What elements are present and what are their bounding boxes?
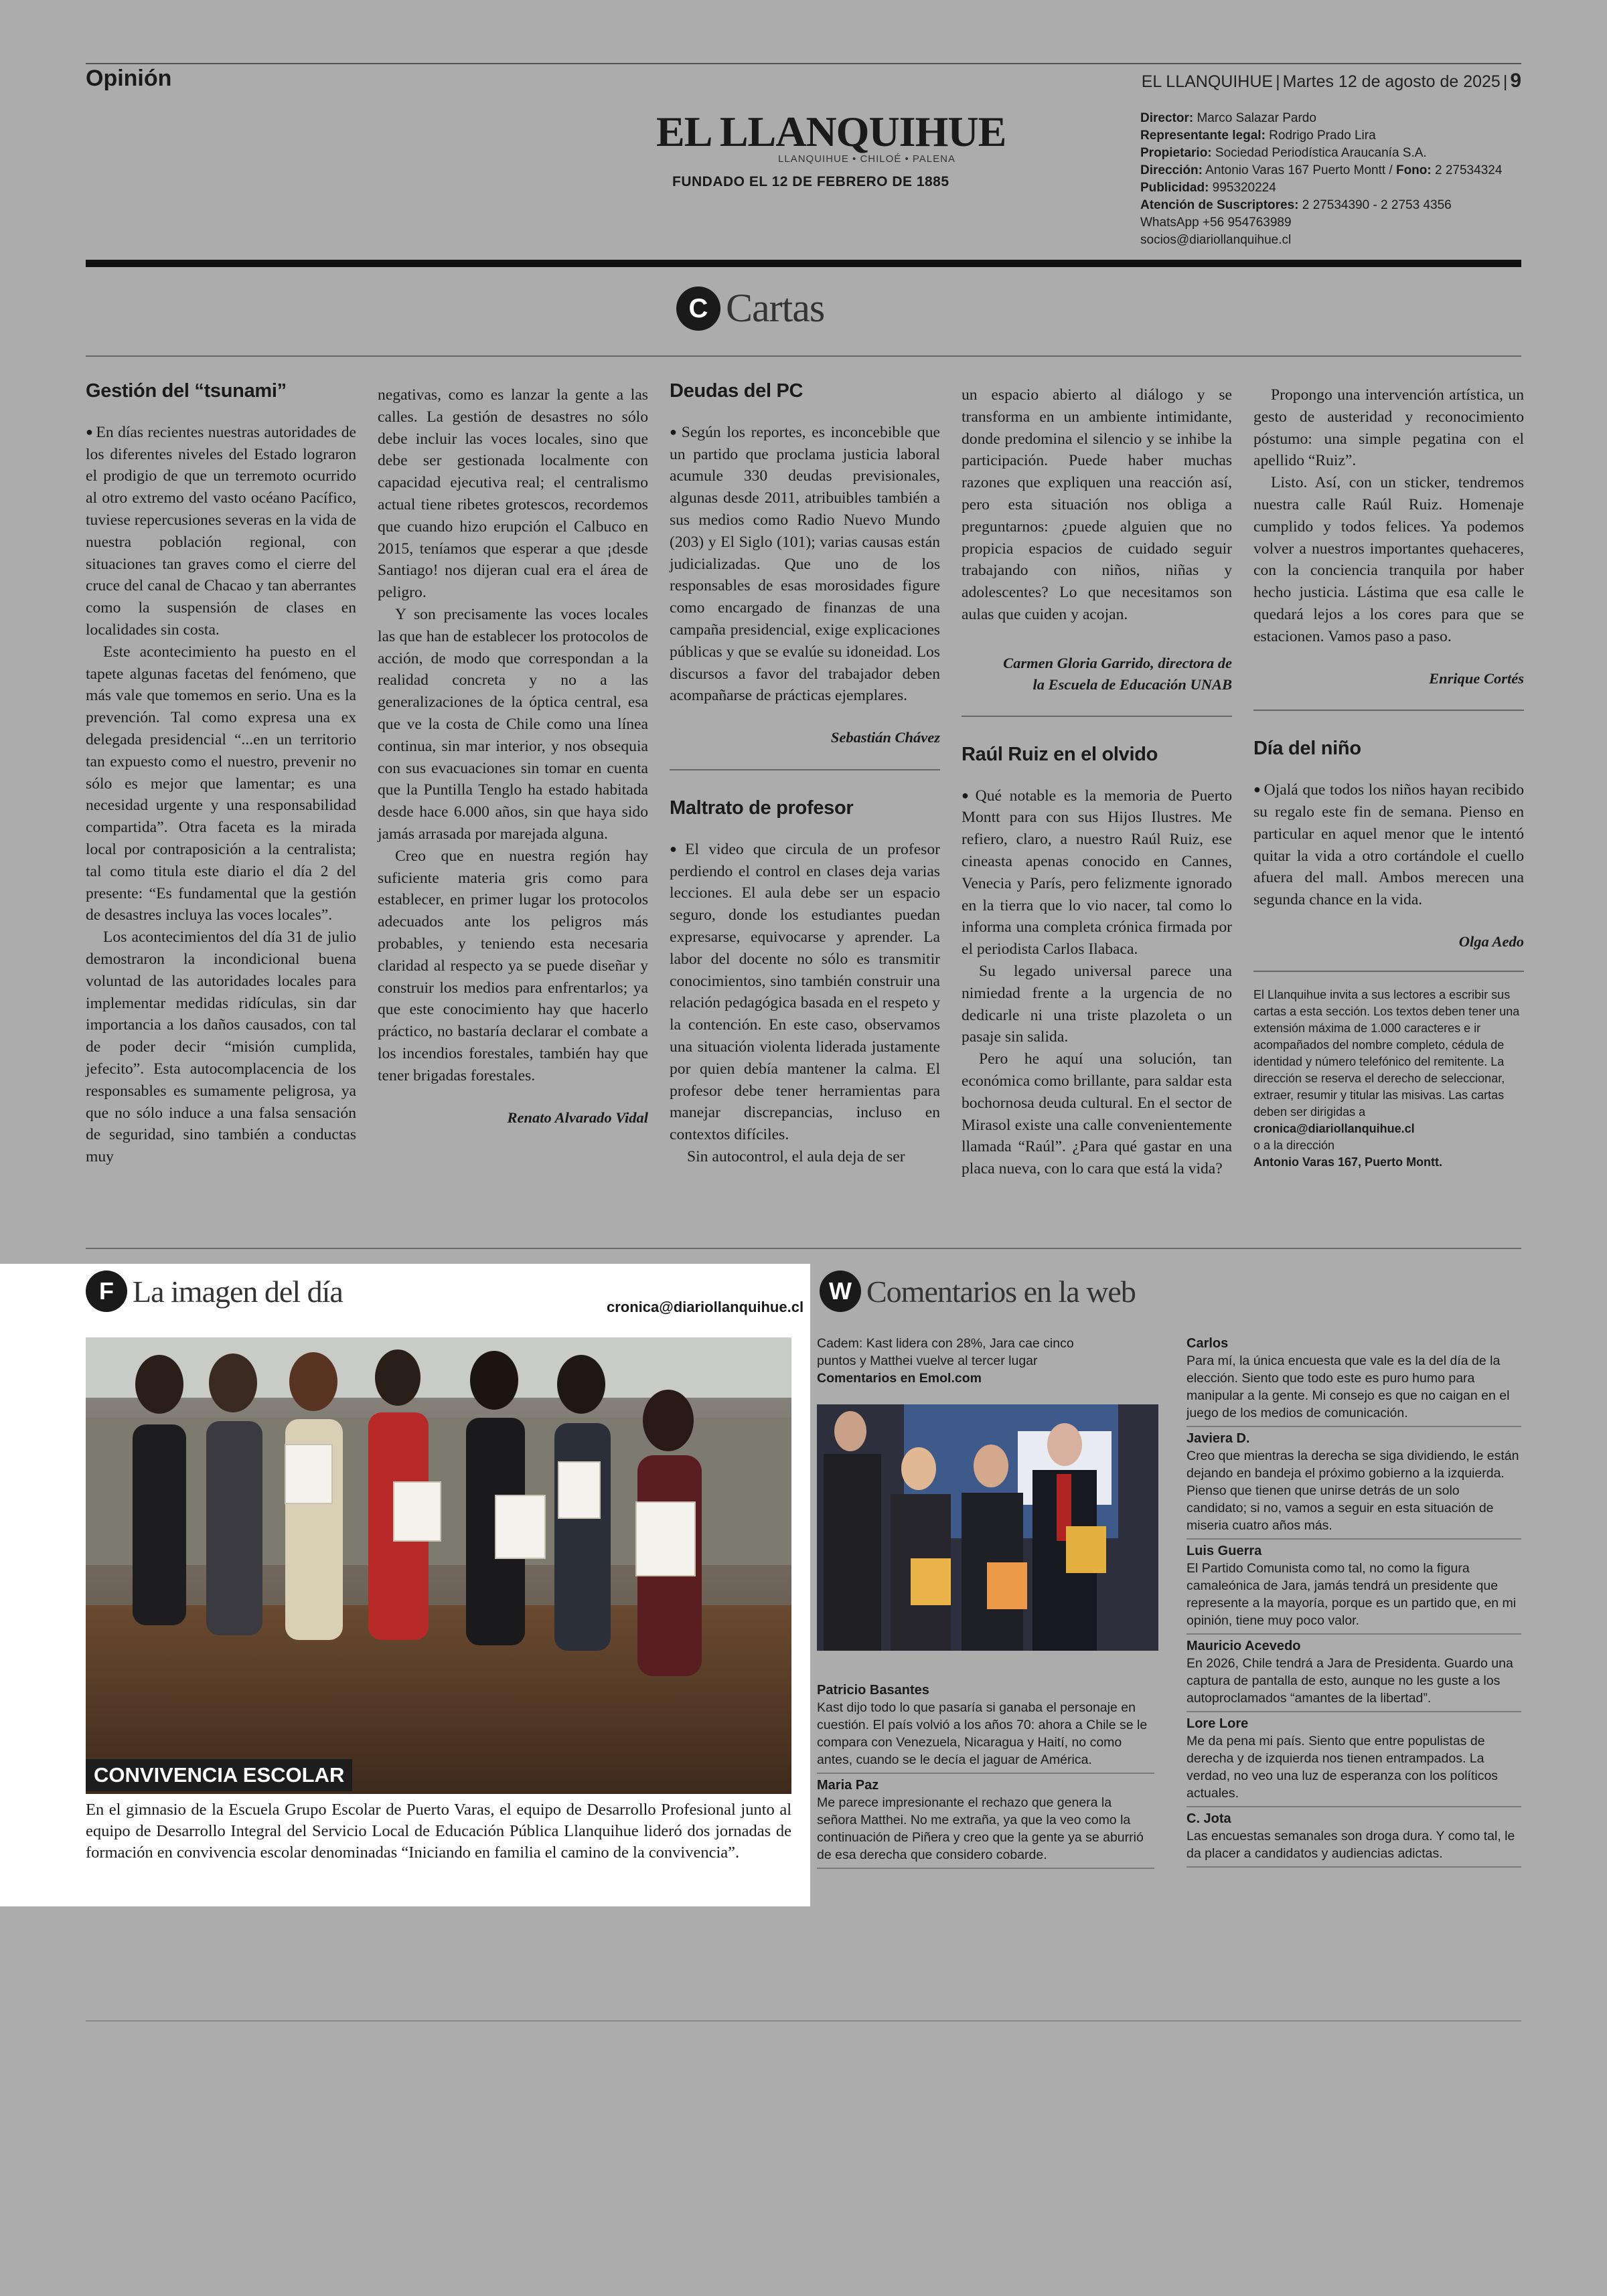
letter-signature: Renato Alvarado Vidal (507, 1109, 648, 1126)
comentarios-title: Comentarios en la web (866, 1274, 1136, 1309)
header-date-line: EL LLANQUIHUE | Martes 12 de agosto de 2025 | 9 (1141, 70, 1521, 92)
letter-paragraph: Listo. Así, con un sticker, tendremos nuestra calle Raúl Ruiz. Homenaje cumplido y todos felices. Ya podemos volver a nuestros importantes quehaceres, con la conciencia tranquila por haber hecho justicia. Lástima que esa calle le quedará lejos a los cores para que se estacionen. Vamos paso a paso. (1253, 474, 1524, 645)
letters-invitation: El Llanquihue invita a sus lectores a escribir sus cartas a esta sección. Los textos deben tener una extensión máxima de 1.000 caracteres e ir acompañados del nombre completo, cédula de identidad y número telefónico del remitente. La dirección se reserva el derecho de seleccionar, extraer, resumir y titular las misivas. Las cartas deben ser dirigidas a cronica@diariollanquihue.cl o a la dirección Antonio Varas 167, Puerto Montt. (1253, 987, 1524, 1171)
group-photo-illustration (86, 1337, 791, 1794)
cartas-letter-icon: C (676, 286, 720, 331)
letter-signature: Olga Aedo (1458, 932, 1524, 950)
staff-box (1140, 110, 1542, 249)
comment-author: Maria Paz (817, 1778, 879, 1793)
staff-line: Dirección: Antonio Varas 167 Puerto Montt / Fono: 2 27534324 (1140, 163, 1503, 177)
cartas-title: Cartas (726, 286, 825, 330)
comment-author: Patricio Basantes (817, 1683, 929, 1698)
letter-title: Raúl Ruiz en el olvido (962, 743, 1158, 765)
letter-divider (1253, 710, 1524, 711)
letter-paragraph: Propongo una intervención artística, un gesto de austeridad y reconocimiento póstumo: una simple pegatina con el apellido “Ruiz”. (1253, 386, 1524, 470)
staff-line: WhatsApp +56 954763989 (1140, 216, 1292, 230)
comment-divider (1187, 1711, 1521, 1712)
staff-line: Representante legal: Rodrigo Prado Lira (1140, 129, 1376, 143)
letter-title: Maltrato de profesor (670, 797, 854, 819)
letter-paragraph: Creo que en nuestra región hay suficiente materia gris como para establecer, en primer lugar los protocolos adecuados ante los peligros más probables, y teniendo esta necesaria claridad al respecto ya se puede diseñar y construir los medios para enfrentarlos; ya que este conocimiento hay que hacerlo práctico, no bastaría declarar el combate a los incendios forestales, también hay que tener brigadas forestales. (378, 847, 648, 1084)
staff-line: socios@diariollanquihue.cl (1140, 233, 1292, 247)
imagen-email[interactable]: cronica@diariollanquihue.cl (607, 1299, 804, 1315)
masthead-thick-rule (86, 260, 1521, 267)
comment-item (1187, 1810, 1521, 1862)
comment-author: Lore Lore (1187, 1716, 1249, 1731)
staff-line: Atención de Suscriptores: 2 27534390 - 2 2753 4356 (1140, 198, 1452, 212)
comentarios-headline-block (817, 1335, 1098, 1387)
comentarios-section-header (820, 1270, 1136, 1312)
cartas-bottom-rule (86, 1248, 1521, 1249)
letter-title: Deudas del PC (670, 380, 804, 402)
comment-text: El Partido Comunista como tal, no como la figura camaleónica de Jara, jamás tendrá un presidente que represente a la mayoría, porque es un partido que, en mi opinión, tiene muy poco valor. (1187, 1561, 1517, 1628)
press-photo-illustration (817, 1404, 1158, 1651)
imagen-title: La imagen del día (133, 1274, 343, 1309)
comment-item (1187, 1542, 1521, 1629)
letter-paragraph: ● Ojalá que todos los niños hayan recibido su regalo este fin de semana. Pienso en particular en aquel menor que le intentó quitar la vida a otro cortándole el cuello afuera del mall. Ambos merecen una segunda chance en la vida. (1253, 781, 1524, 909)
comment-text: En 2026, Chile tendrá a Jara de Presidenta. Guardo una captura de pantalla de esto, aunque no les guste a los autoproclamados “amantes de la libertad”. (1187, 1656, 1513, 1706)
page-number: 9 (1510, 70, 1521, 92)
letter-signature: Sebastián Chávez (830, 729, 940, 746)
letter-signature: Enrique Cortés (1429, 669, 1524, 687)
comment-text: Creo que mientras la derecha se siga dividiendo, le están dejando en bandeja el próximo gobierno a la izquierda. Pienso que tienen que unirse detrás de un solo candidato; si no, vamos a seguir en esta situación de miseria cuatro años más. (1187, 1449, 1519, 1533)
letter-paragraph: Su legado universal parece una nimiedad frente a la urgencia de no dedicarle ni una triste plazoleta o un pasaje sin salida. (962, 962, 1232, 1046)
top-thin-rule (86, 63, 1521, 64)
letter-divider (962, 716, 1232, 717)
comment-text: Las encuestas semanales son droga dura. Y como tal, le da placer a candidatos y audiencias adictas. (1187, 1829, 1515, 1861)
comment-divider (1187, 1806, 1521, 1807)
comentarios-headline[interactable]: Cadem: Kast lidera con 28%, Jara cae cinco puntos y Matthei vuelve al tercer lugar (817, 1336, 1074, 1368)
page-bottom-rule (86, 2020, 1521, 2022)
comment-divider (1187, 1633, 1521, 1635)
letter-title: Día del niño (1253, 738, 1361, 760)
letter-column-5 (1253, 384, 1524, 1171)
letter-paragraph: negativas, como es lanzar la gente a las calles. La gestión de desastres no sólo debe incluir las voces locales, sino que debe ser gestionada localmente con capacidad ejecutiva real; el centralismo actual tiene ribetes grotescos, recordemos que cuando hizo erupción el Calbuco en 2015, teníamos que esperar a que ¡desde Santiago! nos dijeran cual era el área de peligro. (378, 386, 648, 602)
masthead-logo: EL LLANQUIHUE (656, 108, 1006, 155)
comment-text: Kast dijo todo lo que pasaría si ganaba el personaje en cuestión. El país volvió a los años 70: ahora a Chile se le compara con Venezuela, Nicaragua y Haití, no como antes, cuando se le decía el jaguar de América. (817, 1700, 1148, 1767)
cartas-section-header (676, 285, 824, 331)
comment-text: Me da pena mi país. Siento que entre populistas de derecha y de izquierda nos tienen entrampados. La verdad, no veo una luz de esperanza con los políticos actuales. (1187, 1734, 1499, 1801)
letter-paragraph: Sin autocontrol, el aula deja de ser (687, 1147, 905, 1165)
comment-item (817, 1682, 1154, 1769)
comment-author: Javiera D. (1187, 1431, 1250, 1446)
bullet-icon: ● (670, 841, 683, 855)
comment-divider (1187, 1538, 1521, 1540)
comentarios-left-column (817, 1682, 1154, 1872)
comment-item (1187, 1715, 1521, 1802)
letter-column-1 (86, 380, 356, 1168)
imagen-section-header (86, 1270, 343, 1312)
comment-author: Carlos (1187, 1336, 1229, 1351)
section-name: Opinión (86, 66, 172, 91)
letter-column-4 (962, 384, 1232, 1180)
comment-item (817, 1777, 1154, 1864)
web-letter-icon: W (820, 1270, 861, 1312)
comment-author: Luis Guerra (1187, 1544, 1262, 1558)
comment-divider (1187, 1426, 1521, 1427)
comment-divider (817, 1868, 1154, 1869)
camera-letter-icon: F (86, 1270, 127, 1312)
staff-line: Director: Marco Salazar Pardo (1140, 111, 1316, 125)
web-news-photo (817, 1404, 1158, 1651)
comment-author: Mauricio Acevedo (1187, 1639, 1301, 1653)
comment-author: C. Jota (1187, 1811, 1231, 1826)
letter-paragraph: ● Qué notable es la memoria de Puerto Montt para con sus Hijos Ilustres. Me refiero, claro, a nuestro Raúl Ruiz, ese cineasta apenas conocido en Cannes, Venecia y París, pero felizmente ignorado en la tierra que lo vio nacer, tal como lo informa una completa crónica firmada por el periodista Carlos Ilabaca. (962, 787, 1232, 959)
letter-column-3 (670, 380, 940, 1168)
letter-title: Gestión del “tsunami” (86, 380, 287, 402)
staff-line: Propietario: Sociedad Periodística Araucanía S.A. (1140, 146, 1427, 160)
comment-item (1187, 1335, 1521, 1422)
comment-item (1187, 1637, 1521, 1707)
cartas-header-rule (86, 355, 1521, 357)
photo-caption: En el gimnasio de la Escuela Grupo Escolar de Puerto Varas, el equipo de Desarrollo Profesional junto al equipo de Desarrollo Integral del Servicio Local de Educación Pública Llanquihue lideró dos jornadas de formación en convivencia escolar denominadas “Iniciando en familia el camino de la convivencia”. (86, 1801, 791, 1862)
comentarios-right-column (1187, 1335, 1521, 1870)
masthead-subtitle: LLANQUIHUE • CHILOÉ • PALENA (778, 153, 955, 165)
letters-email[interactable]: cronica@diariollanquihue.cl (1253, 1121, 1415, 1135)
letter-paragraph: Pero he aquí una solución, tan económica como brillante, para saldar esta bochornosa deuda cultural. En el sector de Mirasol existe una calle convenientemente llamada “Raúl”. ¿Para qué gastar en una placa nueva, con lo cara que está la vida? (962, 1050, 1232, 1178)
comment-text: Para mí, la única encuesta que vale es la del día de la elección. Siento que todo este es puro humo para manipular a la gente. Mi consejo es que no caigan en el juego de los medios de comunicación. (1187, 1354, 1510, 1420)
letter-divider (670, 769, 940, 770)
comment-divider (1187, 1866, 1521, 1868)
masthead-founded: FUNDADO EL 12 DE FEBRERO DE 1885 (672, 174, 949, 189)
photo-of-the-day (86, 1337, 791, 1794)
bullet-icon: ● (86, 424, 94, 438)
photo-badge: CONVIVENCIA ESCOLAR (86, 1759, 352, 1791)
letter-paragraph: Este acontecimiento ha puesto en el tapete algunas facetas del fenómeno, que más vale que tomemos en serio. Una es la prevención. Tal como expresa una ex delegada presidencial “...en un territorio tan expuesto como el nuestro, prevenir no sólo es mejor que lamentar; es una necesidad urgente y una responsabilidad compartida”. Otra faceta es la mirada local por contraposición a la centralista; tal como titula este diario el día 2 del presente: “Es fundamental que la gestión de desastres incluya las voces locales”. (86, 643, 356, 924)
letters-address: Antonio Varas 167, Puerto Montt. (1253, 1155, 1443, 1169)
letter-column-2 (378, 384, 648, 1129)
letter-paragraph: Los acontecimientos del día 31 de julio demostraron la incondicional buena voluntad de las autoridades locales para implementar medidas ridículas, sin dar importancia a los daños causados, con tal de poder decir “misión cumplida, jefecito”. Esta autocomplacencia de los responsables es sumamente peligrosa, ya que no sólo induce a una falsa sensación de seguridad, sino también a conductas muy (86, 928, 356, 1166)
comentarios-source[interactable]: Comentarios en Emol.com (817, 1371, 982, 1386)
letter-signature: Carmen Gloria Garrido, directora de la Escuela de Educación UNAB (1003, 654, 1232, 693)
header-date: Martes 12 de agosto de 2025 (1282, 72, 1501, 91)
letter-paragraph: ● En días recientes nuestras autoridades de los diferentes niveles del Estado lograron el prodigio de que un terremoto ocurrido al otro extremo del vasto océano Pacífico, tuviese repercusiones severas en la vida de nuestra población regional, con situaciones tan graves como el cierre del cruce del canal de Chacao y tan aberrantes como la suspensión de clases en localidades sin costa. (86, 423, 356, 639)
bullet-icon: ● (670, 424, 679, 438)
staff-line: Publicidad: 995320224 (1140, 181, 1276, 195)
comment-divider (817, 1773, 1154, 1774)
comment-text: Me parece impresionante el rechazo que genera la señora Matthei. No me extraña, ya que la veo como la continuación de Piñera y creo que la gente ya se aburrió de esa derecha que considero cobarde. (817, 1795, 1144, 1862)
letter-divider (1253, 971, 1524, 972)
bullet-icon: ● (1253, 783, 1261, 797)
bullet-icon: ● (962, 788, 973, 802)
comment-item (1187, 1430, 1521, 1534)
letter-paragraph: un espacio abierto al diálogo y se transforma en un ambiente intimidante, donde predomina el silencio y se inhibe la participación. Puede haber muchas razones que expliquen una reacción así, pero esta situación nos obliga a preguntarnos: ¿puede alguien que no propicia espacios de cuidado seguir trabajando con niños, niñas y adolescentes? Lo que necesitamos son aulas que cuiden y acojan. (962, 386, 1232, 623)
letter-paragraph: ● El video que circula de un profesor perdiendo el control en clases deja varias lecciones. El aula debe ser un espacio seguro, donde los estudiantes puedan expresarse, equivocarse y aprender. La labor del docente no sólo es transmitir conocimientos, sino también construir una relación pedagógica basada en el respeto y la contención. En este caso, observamos una situación violenta liderada justamente por quien debía mantener la calma. El profesor debe tener herramientas para manejar discrepancias, incluso en contextos difíciles. (670, 840, 941, 1144)
letter-paragraph: Y son precisamente las voces locales las que han de establecer los protocolos de acción, de modo que correspondan a la realidad concreta y no a las generalizaciones de la óptica central, esa que ve la costa de Chile como una línea continua, sin mar interior, y nos obsequia con sus evacuaciones sin tomar en cuenta que la Puntilla Tenglo ha estado habitada desde hace 6.000 años, sin que haya sido jamás arrasada por marejada alguna. (378, 605, 648, 843)
letter-paragraph: ● Según los reportes, es inconcebible que un partido que proclama justicia laboral acumule 330 deudas previsionales, algunas desde 2011, atribuibles también a sus medios como Radio Nuevo Mundo (203) y El Siglo (101); varias causas están judicializadas. Que uno de los responsables de esas morosidades figure como encargado de finanzas de una campaña presidencial, exige explicaciones públicas y que se evalúe su idoneidad. Los discursos a favor del trabajador deben acompañarse de prácticas ejemplares. (670, 423, 940, 705)
header-paper-name: EL LLANQUIHUE (1141, 72, 1274, 91)
letters-address-intro: o a la dirección (1253, 1138, 1335, 1152)
